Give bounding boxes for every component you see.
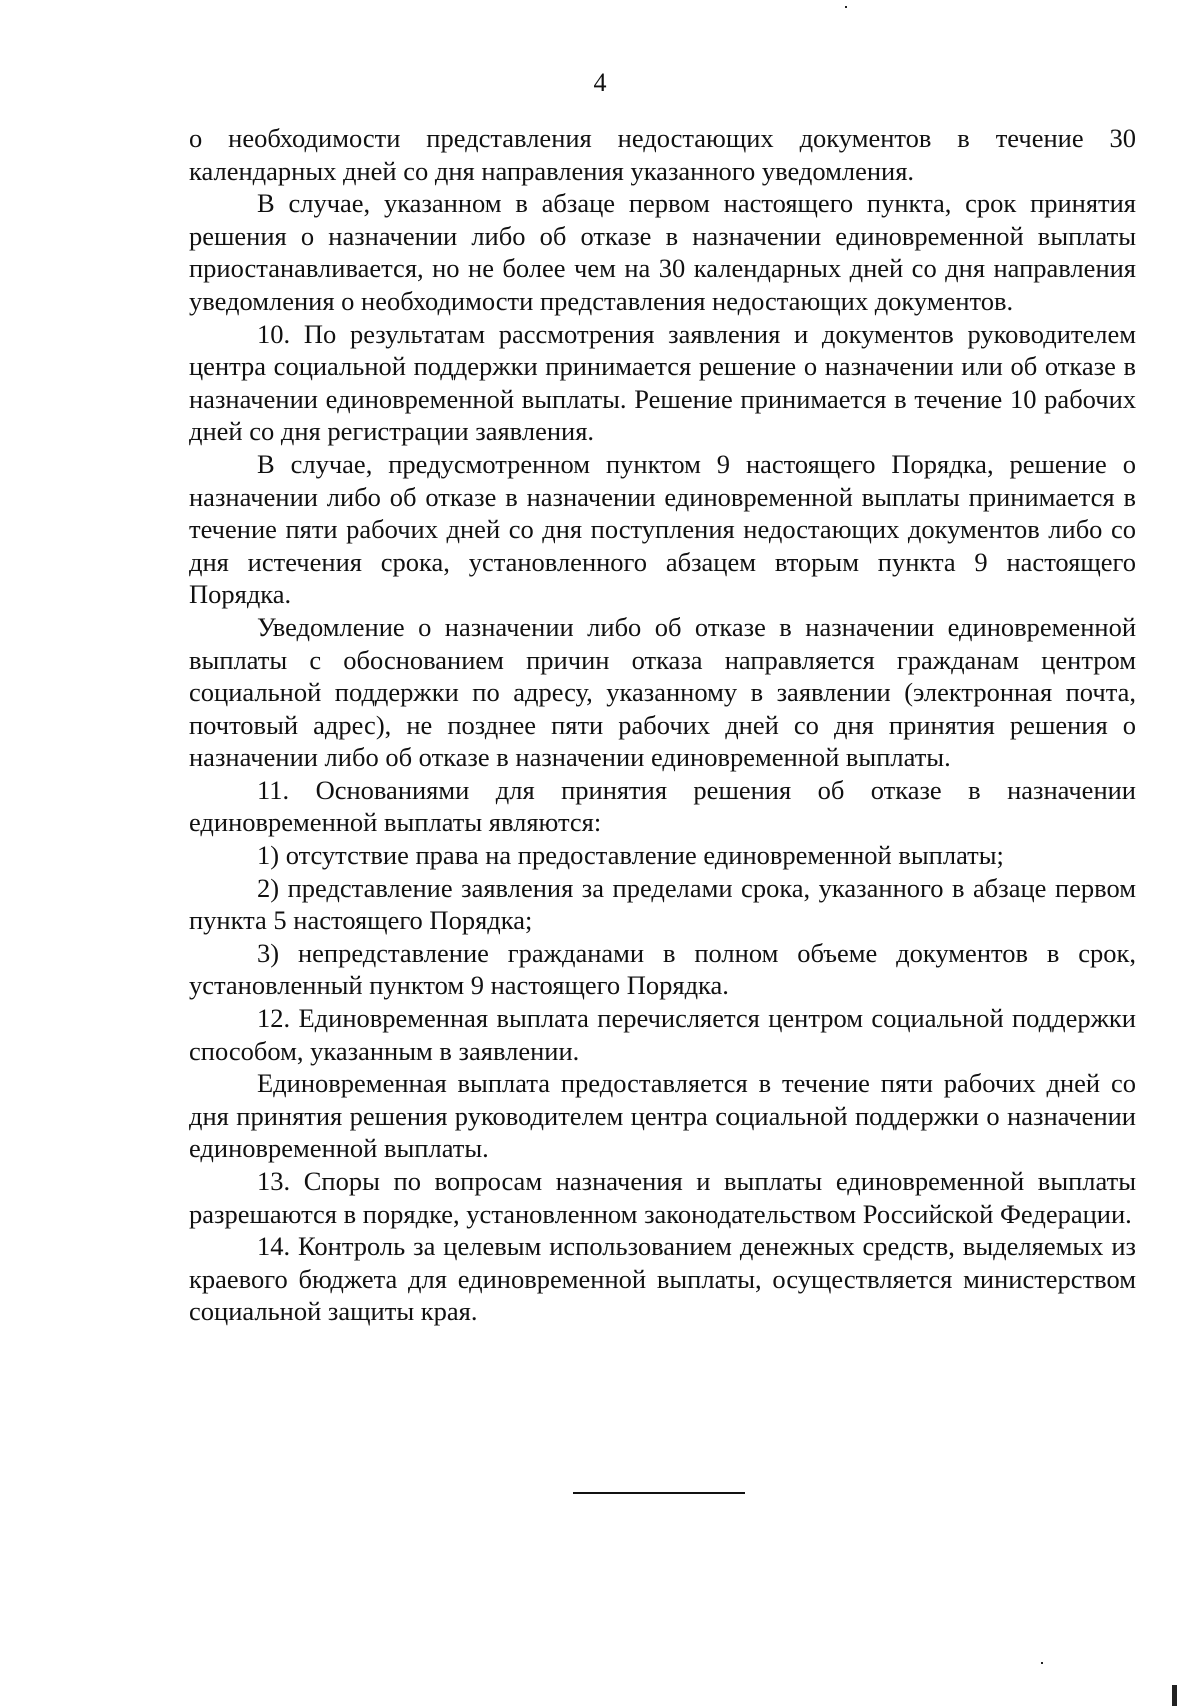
scan-speck [1041,1662,1043,1664]
paragraph-payment-term: Единовременная выплата предоставляется в течение пяти рабочих дней со дня принятия решения руководителем центра социальной поддержки о назначении единовременной выплаты. [189,1068,1136,1164]
paragraph-item-14: 14. Контроль за целевым использованием денежных средств, выделяемых из краевого бюджета для единовременной выплаты, осуществляется министерством социальной защиты края. [189,1231,1136,1327]
list-item-11-1: 1) отсутствие права на предоставление единовременной выплаты; [257,840,1004,871]
page-number: 4 [593,68,607,97]
list-item-11-3: 3) непредставление гражданами в полном объеме документов в срок, установленный пунктом 9 настоящего Порядка. [189,937,1136,1001]
paragraph-suspension-term: В случае, указанном в абзаце первом настоящего пункта, срок принятия решения о назначении либо об отказе в назначении единовременной выплаты приостанавливается, но не более чем на 30 календарных дней со дня направления уведомления о необходимости представления недостающих документов. [189,188,1136,316]
paragraph-item-13: 13. Споры по вопросам назначения и выплаты единовременной выплаты разрешаются в порядке, установленном законодательством Российской Федерации. [189,1166,1136,1229]
paragraph-item-10: 10. По результатам рассмотрения заявления и документов руководителем центра социальной поддержки принимается решение о назначении или об отказе в назначении единовременной выплаты. Решение принимается в течение 10 рабочих дней со дня регистрации заявления. [189,318,1136,447]
paragraph-item-11: 11. Основаниями для принятия решения об отказе в назначении единовременной выплаты являются: [189,774,1136,838]
paragraph-notification: Уведомление о назначении либо об отказе в назначении единовременной выплаты с обоснованием причин отказа направляется гражданам центром социальной поддержки по адресу, указанному в заявлении (электронная почта, почтовый адрес), не позднее пяти рабочих дней со дня принятия решения о назначении либо об отказе в назначении единовременной выплаты. [189,611,1136,773]
end-divider [573,1492,745,1494]
document-body [189,122,1136,1328]
scan-edge-mark [1172,1685,1177,1706]
list-item-11-2: 2) представление заявления за пределами срока, указанного в абзаце первом пункта 5 настоящего Порядка; [189,872,1136,936]
scan-speck [845,6,847,8]
paragraph-item-12: 12. Единовременная выплата перечисляется центром социальной поддержки способом, указанным в заявлении. [189,1003,1136,1066]
paragraph-continuation: о необходимости представления недостающих документов в течение 30 календарных дней со дня направления указанного уведомления. [189,123,1136,186]
paragraph-item-10-case: В случае, предусмотренном пунктом 9 настоящего Порядка, решение о назначении либо об отказе в назначении единовременной выплаты принимается в течение пяти рабочих дней со дня поступления недостающих документов либо со дня истечения срока, установленного абзацем вторым пункта 9 настоящего Порядка. [189,448,1136,610]
